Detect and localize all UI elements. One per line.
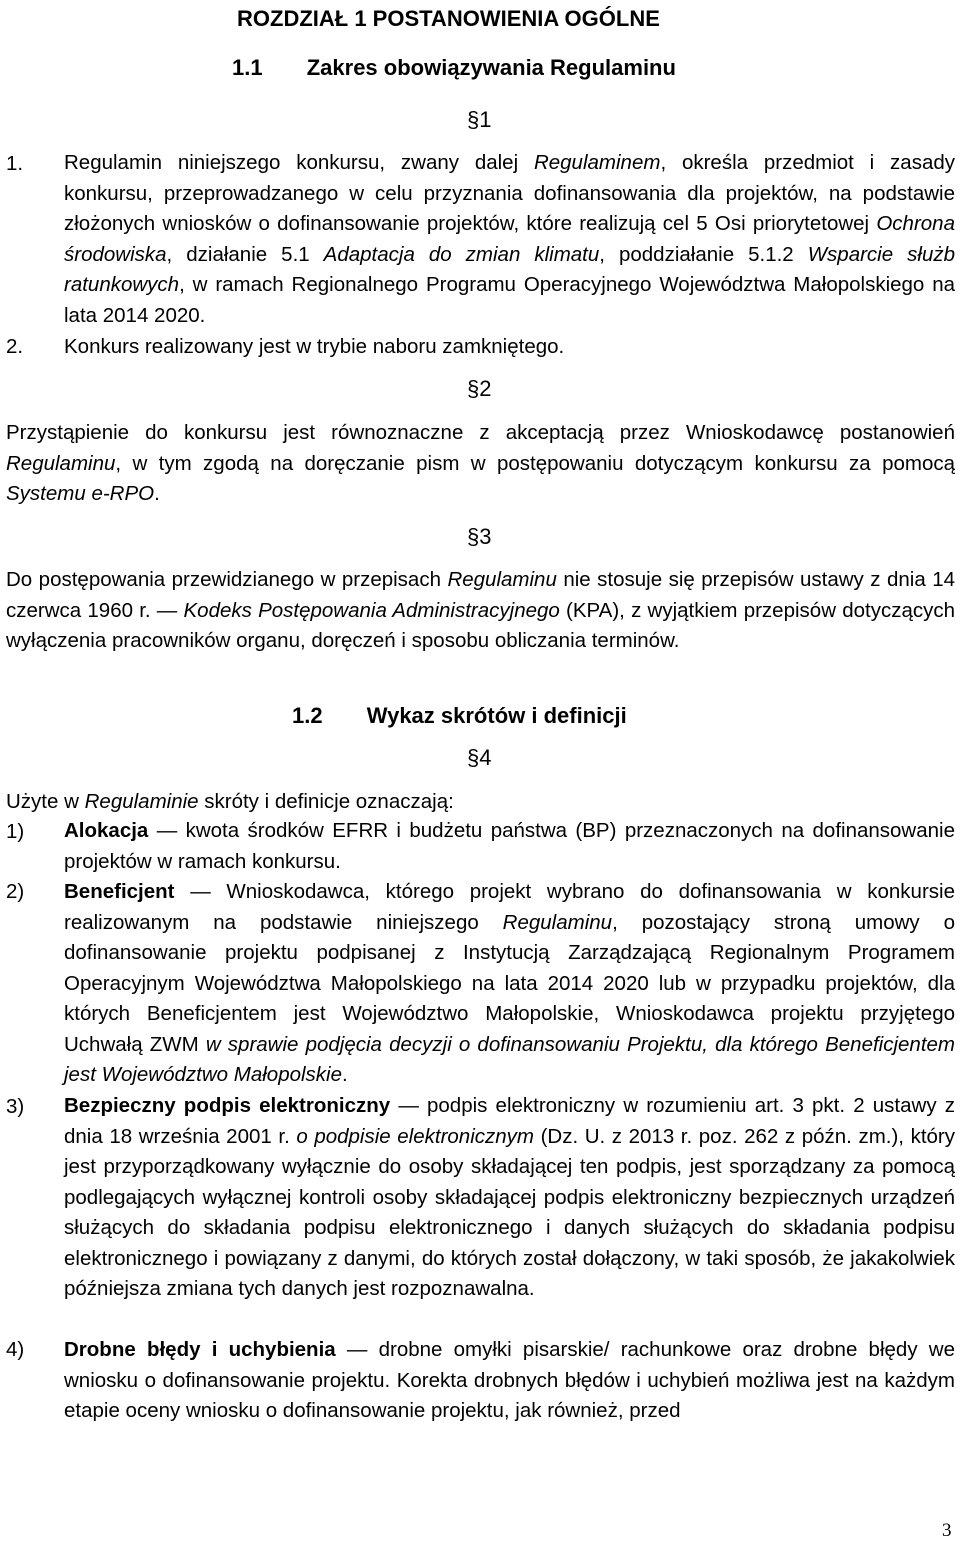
- text: drobne omyłki pisarskie/ rachunkowe oraz drobne błędy we wniosku o dofinansowanie projektu. Korekta drobnych błędów i uchybień możliwa jest na każdym etapie oceny wniosku o dofinansowanie projektu, jak również, przed: [64, 1338, 955, 1422]
- section-title: Wykaz skrótów i definicji: [366, 703, 627, 728]
- defined-term: Regulaminie: [84, 790, 199, 813]
- definition-term: Beneficjent: [64, 880, 175, 903]
- text: Regulamin niniejszego konkursu, zwany dalej: [64, 151, 534, 174]
- text: nie stosuje się przepisów ustawy z dnia 14 czerwca 1960 r.: [6, 568, 956, 622]
- text: , działanie 5.1: [166, 242, 324, 266]
- section-number: 1.1: [232, 55, 263, 80]
- text: skróty i definicje oznaczają:: [198, 790, 454, 813]
- text: .: [154, 482, 160, 505]
- definition-item: [64, 877, 955, 1091]
- paragraph-2-body: [6, 418, 955, 510]
- paragraph-sign-icon: §: [467, 107, 480, 132]
- text: (Dz. U. z 2013 r. poz. 262 z późn. zm.), który jest przyporządkowany wyłącznie do osoby składającej ten podpis, jest sporządzany za pomocą podlegających wyłącznej kontroli osoby składającej podpis elektroniczny bezpiecznych urządzeń służących do składania podpisu elektronicznego i danych służących do składania podpisu elektronicznego i powiązany z danymi, do których został dołączony, w taki sposób, że jakakolwiek późniejsza zmiana tych danych jest rozpoznawalna.: [64, 1124, 955, 1300]
- defined-term: o podpisie elektronicznym: [296, 1124, 534, 1148]
- definition-item: [64, 1091, 955, 1305]
- text: .: [342, 1063, 348, 1086]
- text: Przystąpienie do konkursu jest równoznaczne z akceptacją przez Wnioskodawcę postanowień: [6, 421, 955, 444]
- defined-term: Wsparcie służb ratunkowych: [64, 242, 955, 296]
- text: (KPA), z wyjątkiem przepisów dotyczących wyłączenia pracowników organu, doręczeń i sposobu obliczania terminów.: [6, 598, 956, 652]
- definition-item: [64, 816, 955, 877]
- em-dash: —: [148, 819, 186, 842]
- section-1-2-heading: [292, 703, 627, 729]
- text: Użyte w: [6, 790, 85, 813]
- definition-term: Bezpieczny podpis elektroniczny: [64, 1094, 391, 1117]
- list-item: [64, 148, 955, 331]
- definition-item: [64, 1335, 955, 1427]
- text: , w ramach Regionalnego Programu Operacyjnego Województwa Małopolskiego na lata 2014 2020.: [64, 273, 955, 327]
- paragraph-number: 1: [479, 107, 492, 132]
- paragraph-3-heading: [467, 524, 492, 550]
- definition-term: Alokacja: [64, 819, 149, 842]
- em-dash: —: [390, 1094, 427, 1117]
- defined-term: w sprawie podjęcia decyzji o dofinansowaniu Projektu, dla którego Beneficjentem jest Województwo Małopolskie: [64, 1032, 955, 1086]
- defined-term: Adaptacja do zmian klimatu: [323, 242, 600, 266]
- paragraph-4-intro: [6, 790, 454, 814]
- text: , poddziałanie 5.1.2: [599, 242, 808, 266]
- text: Do postępowania przewidzianego w przepisach: [6, 568, 448, 591]
- text: kwota środków EFRR i budżetu państwa (BP) przeznaczonych na dofinansowanie projektów w ramach konkursu.: [64, 819, 955, 873]
- paragraph-sign-icon: §: [467, 524, 480, 549]
- page-number: 3: [942, 1520, 952, 1541]
- text: , pozostający stroną umowy o dofinansowanie projektu podpisanej z Instytucją Zarządzającą Regionalnym Programem Operacyjnym Województwa Małopolskiego na lata 2014 2020 lub w przypadku projektów, dla których Beneficjentem jest Województwo Małopolskie, Wnioskodawca projektu przyjętego Uchwałą ZWM: [64, 910, 955, 1056]
- list-item: Konkurs realizowany jest w trybie naboru zamkniętego.: [64, 335, 565, 358]
- paragraph-sign-icon: §: [467, 745, 480, 770]
- section-title: Zakres obowiązywania Regulaminu: [306, 55, 676, 80]
- paragraph-number: 2: [479, 376, 492, 401]
- text: Wnioskodawca, którego projekt wybrano do dofinansowania w konkursie realizowanym na podstawie niniejszego: [64, 880, 955, 934]
- text: , określa przedmiot i zasady konkursu, przeprowadzanego w celu przyznania dofinansowania dla projektów, na podstawie złożonych wniosków o dofinansowanie projektów, które realizują cel 5 Osi priorytetowej: [64, 151, 956, 235]
- list-number: 1.: [6, 152, 24, 175]
- defined-term: Regulaminu: [447, 568, 557, 591]
- paragraph-4-heading: [467, 745, 492, 771]
- list-number: 2.: [6, 335, 24, 358]
- em-dash: —: [156, 598, 184, 622]
- defined-term: Regulaminu: [6, 451, 116, 475]
- paragraph-1-heading: [467, 107, 492, 133]
- paragraph-number: 3: [479, 524, 492, 549]
- paragraph-3-body: [6, 565, 955, 657]
- definition-number: 2): [6, 880, 25, 903]
- defined-term: Regulaminem: [533, 151, 661, 174]
- defined-term: Systemu e-RPO: [6, 482, 155, 505]
- em-dash: —: [335, 1338, 379, 1361]
- section-number: 1.2: [292, 703, 323, 728]
- defined-term: Regulaminu: [502, 910, 613, 934]
- definition-term: Drobne błędy i uchybienia: [64, 1338, 336, 1361]
- definition-number: 4): [6, 1338, 25, 1361]
- defined-term: Kodeks Postępowania Administracyjnego: [183, 598, 560, 622]
- paragraph-2-heading: [467, 376, 492, 402]
- chapter-title: ROZDZIAŁ 1 POSTANOWIENIA OGÓLNE: [237, 6, 660, 31]
- defined-term: Ochrona środowiska: [64, 212, 955, 266]
- paragraph-sign-icon: §: [467, 376, 480, 401]
- paragraph-number: 4: [479, 745, 492, 770]
- definition-number: 1): [6, 820, 25, 843]
- definition-number: 3): [6, 1095, 25, 1118]
- section-1-1-heading: [232, 55, 676, 81]
- text: podpis elektroniczny w rozumieniu art. 3 pkt. 2 ustawy z dnia 18 września 2001 r.: [64, 1094, 955, 1148]
- text: , w tym zgodą na doręczanie pism w postępowaniu dotyczącym konkursu za pomocą: [115, 451, 955, 475]
- em-dash: —: [174, 880, 227, 903]
